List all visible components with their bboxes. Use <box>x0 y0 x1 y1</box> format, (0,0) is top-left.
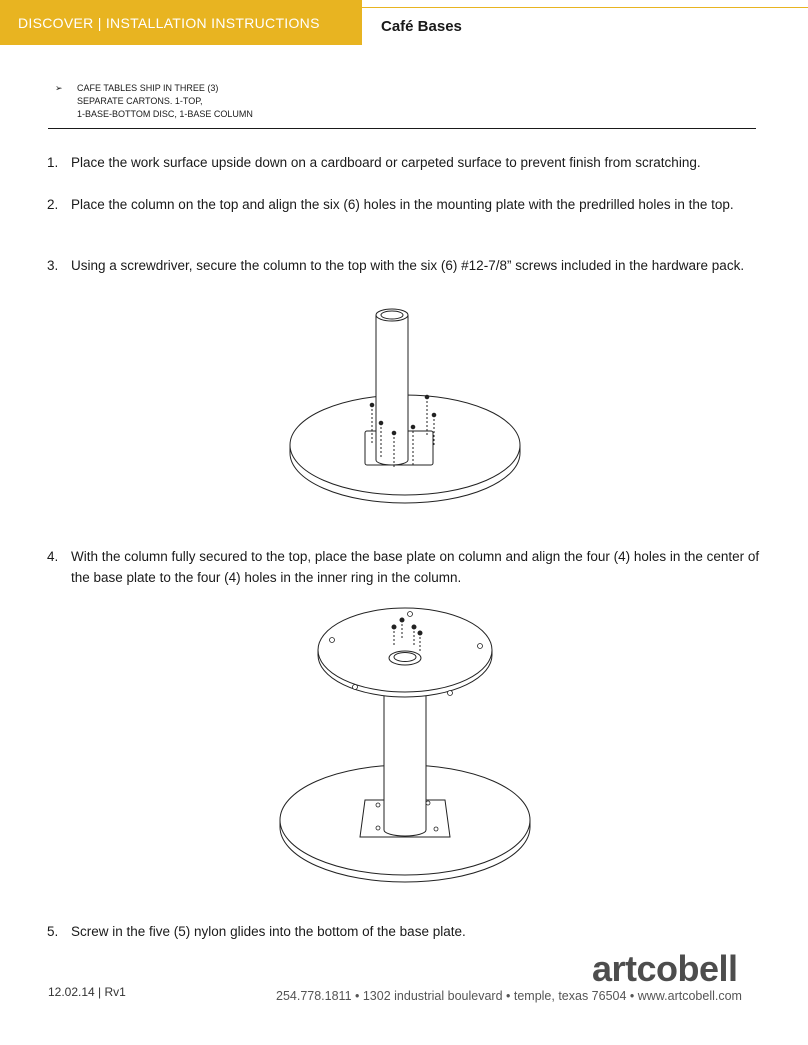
contact-line: 254.778.1811 • 1302 industrial boulevard • temple, texas 76504 • www.artcobell.com <box>276 989 742 1003</box>
step-number: 4. <box>47 549 59 564</box>
header-band <box>0 0 362 45</box>
header-rule <box>362 7 808 8</box>
step-number: 1. <box>47 155 59 170</box>
step-text: Using a screwdriver, secure the column to the top with the six (6) #12-7/8” screws included in the hardware pack. <box>71 258 745 273</box>
step-text: Place the column on the top and align the six (6) holes in the mounting plate with the predrilled holes in the top. <box>71 197 734 212</box>
revision-date: 12.02.14 | Rv1 <box>48 985 126 999</box>
step-number: 3. <box>47 258 59 273</box>
step-number: 2. <box>47 197 59 212</box>
note-line: CAFE TABLES SHIP IN THREE (3) <box>77 83 219 93</box>
step-text: With the column fully secured to the top, place the base plate on column and align the four (4) holes in the center of the base plate to the four (4) holes in the inner ring in the column. <box>71 549 760 585</box>
step-text: Screw in the five (5) nylon glides into the bottom of the base plate. <box>71 924 466 939</box>
step-text: Place the work surface upside down on a cardboard or carpeted surface to prevent finish from scratching. <box>71 155 701 170</box>
section-divider <box>48 128 756 129</box>
arrow-bullet-icon: ➢ <box>55 83 63 93</box>
note-line: SEPARATE CARTONS. 1-TOP, <box>77 96 203 106</box>
base-plate-illustration <box>270 605 540 885</box>
step-number: 5. <box>47 924 59 939</box>
header-left-label: DISCOVER | INSTALLATION INSTRUCTIONS <box>18 15 320 31</box>
artcobell-logo: artcobell <box>592 948 738 989</box>
note-line: 1-BASE-BOTTOM DISC, 1-BASE COLUMN <box>77 109 253 119</box>
column-on-top-illustration <box>280 295 530 510</box>
page-title: Café Bases <box>381 18 462 35</box>
